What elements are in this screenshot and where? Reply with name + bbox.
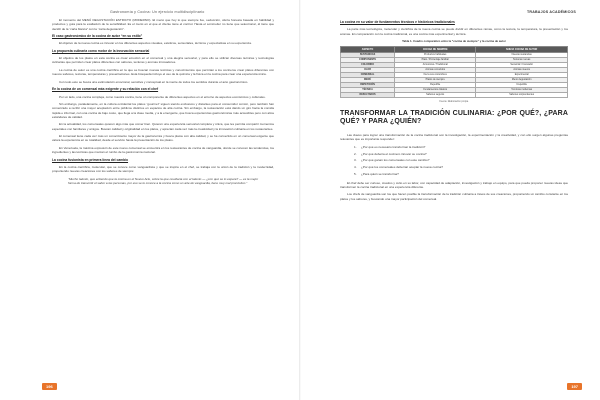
paragraph: El momento del MENÚ DEGUSTACIÓN ESTRICTO (MODERNO). El menú que hoy lo que siempre fue, seducción, oferta honesta basada en habilidad y productos y guía para la exaltación de la sensibilidad. Es el menú en el que el cliente tiene el control. Hasta el sommelier no tiene que seleccionar, él tiene que decidir de la “carta blanca” con la “carta degustación”. [52,18,274,31]
table-cell: Productos habituales [395,52,476,57]
page-number-right: 197 [567,383,582,390]
table-caption: Tabla 1. Cuadro comparativo entre la “cocina de siempre” y la cocina de autor [402,39,506,44]
question-number: 5. [354,172,357,177]
paragraph: El comensal tiene cada vez más un conocimiento mayor de la gastronomía y busca platos con alta calidad, y se ha convertido en un comensal exigente que valora la experiencia en su totalidad, desde el servicio hasta la presentación de los platos. [52,134,274,143]
question-text: ¿Por qué los comensales deberían aceptar la nueva cocina? [361,165,443,170]
question-number: 3. [354,158,357,163]
table-cell: Aromas nuevos [476,67,568,72]
table-cell: Fiel a sus costumbres [395,72,476,77]
table-cell: OLOR [341,67,395,72]
table-cell: Texturas nuevas [476,57,568,62]
table-cell: Repetible [395,82,476,87]
running-head-left: Gastronomía y Cocina: Un ejercicio multidisciplinario [110,10,205,14]
paragraph: Los chefs de vanguardia son los que hacen posible la transformación de la tradición culinaria a través de sus creaciones, proponiendo un cambio constante en los platos y los sabores, y buscando una mayor participación del comensal. [340,192,568,201]
paragraph: En Venezuela, la máxima expresión de este nuevo comensal se encuentra en los restaurantes de cocina de vanguardia, donde se conocen las tendencias, los ingredientes y las técnicas que marcan el rumbo de la gastronomía nacional. [52,145,274,155]
table-cell: Plato / Porcentaje familiar [395,57,476,62]
question-text: ¿Para quién se transforma? [361,172,399,177]
paragraph: Por un lado, una cocina compleja, como nuestra cocina, tiene un componente de diferentes aspectos en el entorno de aspectos económicos y culturales. [59,94,266,99]
table-row [341,92,568,97]
section-heading: La cocina fusionista en primera línea del cambio [52,157,129,162]
question-number: 4. [354,165,357,170]
section-heading: El caso gastronómico de la cocina de autor “en su estilo” [52,34,143,39]
right-page-body [340,18,568,204]
paragraph: Sin embargo, paralelamente, en la cultura occidental los platos “gourmet” siguen siendo exclusivos y distantes para el consumidor común, pero también han comenzado a recibir una mayor aceptación entre públicos distintos en espacios de alta cocina. Sin embargo, la restauración está dando un giro hacia la comida rápida e informal, con una cocina de bajo costo, que llega a la clase media, y a la emergente, que busca experiencias gastronómicas más accesibles pero con altos estándares de calidad. [52,101,274,119]
paragraph: El objetivo de los platos en esta cocina es crear emoción en el comensal y una alegría sensorial, y para ello se utilizan diversas técnicas y tecnologías culinarias que permiten crear platos diferentes con sabores, texturas y aromas innovadores. [52,56,274,65]
left-page-body [52,18,274,189]
question-list [340,145,568,177]
table-cell: TÉCNICA [341,87,395,92]
table-cell: Técnicas modernas [476,87,568,92]
paragraph: Las claves para lograr una transformación de la cocina tradicional son la investigación, la experimentación y la creatividad, y con ello surgen algunas preguntas relevantes que es importante responder: [340,132,568,142]
table-cell: Menú degustación [476,77,568,82]
question-text: ¿Por qué ganan los comensales con este cambio? [361,158,430,163]
paragraph: Con todo esto se busca una estimulación emocional, sensitiva y conceptual en la mente de todos los sentidos durante el acto gastronómico. [59,79,249,84]
question-text: ¿Por qué es necesario transformar la tradición? [361,144,426,149]
chapter-title: TRANSFORMAR LA TRADICIÓN CULINARIA: ¿POR QUÉ?, ¿PARA QUÉ? Y PARA ¿QUIÉN? [340,109,568,126]
table-header-cell: NUEVA COCINA DE AUTOR [476,47,568,52]
table-cell: Platos de siempre [395,77,476,82]
table-cell: RESULTADOS [341,92,395,97]
table-cell: Aromas conocidos [395,67,476,72]
table-cell: REPETICIÓN [341,82,395,87]
question-text: ¿Por qué debería el cocinero innovar su cocina? [361,151,427,156]
table-cell: Sabores sorprendentes [476,92,568,97]
table-cell: Nuevas sustancias [476,52,568,57]
question-number: 1. [354,144,357,149]
table-cell: Sabores seguros [395,92,476,97]
right-page [300,0,600,400]
paragraph: En la actualidad, los comensales quieren algo más que comer bien. Quieren una experiencia sensorial completa y única, que les permita compartir momentos especiales con familiares y amigos. Buscan calidad y originalidad en los platos, y aprecian cada vez más la creatividad y la innovación culinaria en los restaurantes. [52,122,274,131]
table-cell: COMPONENTE [341,57,395,62]
paragraph: El objetivo de la nueva cocina es innovar en los diferentes aspectos visuales, estéticos, sensoriales, técnicos y expectativas en su experiencia. [59,41,252,46]
running-head-right: TRABAJOS ACADÉMICOS [527,10,576,14]
table-cell: Experimental [476,72,568,77]
table-cell: MENÚ [341,77,395,82]
paragraph: En la cocina científica, molecular, que se conoce como vanguardista y que se inspira en el chef, se trabaja con la unión de la tradición y la modernidad, proponiendo nuevas creaciones con los sabores de siempre: [52,165,274,174]
question-item [354,145,568,149]
question-item [354,172,568,176]
table-body [341,52,568,97]
table-cell: Fundamentos clásicos [395,87,476,92]
table-header-cell: ASPECTO [341,47,395,52]
section-heading: La propuesta culinaria como motor de la innovación sensorial [52,48,150,53]
paragraph: El chef debe ser curioso, creativo y culto en su labor, con capacidad de adaptación, investigación y trabajo en equipo, para que pueda proponer nuevas ideas que transformen la cocina tradicional en una experiencia diferente. [340,180,568,189]
paragraph: La cocina de autor es una cocina científica en la que se buscan nuevas técnicas y conocimientos que permitan a los cocineros crear platos diferentes con nuevos sabores, texturas, temperaturas y presentaciones. Esta búsqueda incluye el uso de la química y la física en la cocina para crear una experiencia única. [52,67,274,77]
section-heading: La cocina en su valor de fundamentos técnicos e históricos tradicionales [340,20,455,24]
question-number: 2. [354,151,357,156]
paragraph: La parte más tecnológica, molecular y científica de la nueva cocina se puede dividir en diferentes ramas, como la textura, la temperatura, la presentación y los aromas. En comparación con la cocina tradicional, es una cocina más experimental y técnica. [340,27,568,36]
question-item [354,158,568,162]
page-number-left: 196 [42,383,57,390]
comparison-table [340,46,568,97]
section-heading: En la cocina de un comensal más exigente y su relación con el chef [52,87,159,92]
question-item [354,165,568,169]
table-header-cell: COCINA DE SIEMPRE [395,47,476,52]
table-source: Fuente: Elaboración propia. [439,99,469,103]
table-cell: COLORIDO [341,62,395,67]
table-cell: Irrepetible [476,82,568,87]
table-cell: COMENSAL [341,72,395,77]
block-quote: “Mucho talento, que entiendo que la cocina en el Nuevo Arte, sobre la que resultaría con el talento — ¿con qué se lo espera? — es la mejor forma de transmitir el sabor a las personas, por eso se le conoce a la cocina como un arte de vanguardia, tiene muy mal pronóstico.” [68,176,258,186]
table-cell: Sensorial / Innovador [476,62,568,67]
table-cell: Armonioso / Tradicional [395,62,476,67]
question-item [354,152,568,156]
table-cell: SUSTANCIAS [341,52,395,57]
